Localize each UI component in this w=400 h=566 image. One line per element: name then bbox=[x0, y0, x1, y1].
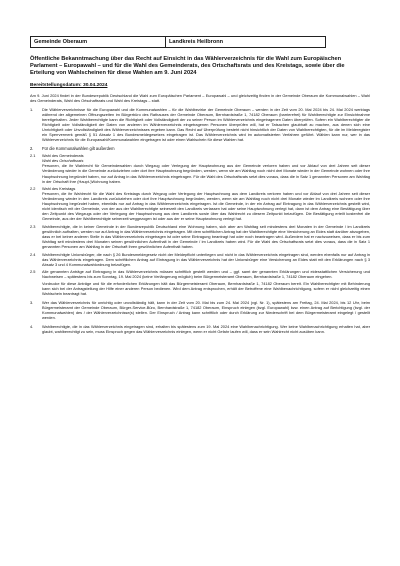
subsection-text: Personen, die ihr Wahlrecht für Gemeindewahlen durch Wegzug oder Verlegung der Hauptwohnung aus der Gemeinde verloren haben und vor Ablauf von drei Jahren seit dieser Veränderung wieder in die Gemeinde zurückziehen oder dort ihre Hauptwohnung begründen, werden, wenn sie am Wahltag noch nicht drei Monate wieder in der Gemeinde wohnen oder ihre Hauptwohnung begründet haben, nur auf Antrag in das Wählerverzeichnis eingetragen. Für die Wahl des Ortschaftsrats setzt dies voraus, dass die in Satz 1 genannten Personen am Wahltag in der Ortschaft ihre (Haupt-)Wohnung haben. bbox=[42, 163, 371, 184]
municipality-cell: Gemeinde Oberaum bbox=[31, 37, 166, 48]
item-number: 4. bbox=[30, 323, 34, 329]
subsection-text: Wahlberechtigte, die in keiner Gemeinde in der Bundesrepublik Deutschland eine Wohnung haben, sich aber am Wahltag seit mindestens drei Monaten in der Gemeinde / im Landkreis gewöhnlich aufhalten, werden nur auf Antrag in das Wählerverzeichnis eingetragen. Mit dem schriftlichen Antrag hat der Wahlberechtigte eine Versicherung an Eides statt darüber abzugeben, dass er bei keiner anderen Stelle in das Wählerverzeichnis eingetragen ist oder seine Eintragung beantragt hat oder noch beantragen wird. Außerdem hat er nachzuweisen, dass er bis zum Wahltag seit mindestens drei Monaten seinen gewöhnlichen Aufenthalt in der Gemeinde / im Landkreis haben wird. Für die Wahl des Ortschaftsrats setzt dies voraus, dass die in Satz 1 genannten Personen am Wahltag in der Ortschaft ihren gewöhnlichen Aufenthalt haben. bbox=[42, 223, 370, 250]
subsection-title: Wahl des Kreistags bbox=[42, 186, 76, 192]
section-number: 2. bbox=[30, 145, 34, 151]
publication-date-label: Bereitstellungsdatum: 30.04.2024 bbox=[30, 83, 108, 89]
numbered-item-1 bbox=[30, 107, 370, 142]
header-table bbox=[30, 36, 326, 48]
item-number: 1. bbox=[30, 106, 34, 112]
subsection-number: 2.1 bbox=[30, 153, 36, 159]
item-text: Wer das Wählerverzeichnis für unrichtig oder unvollständig hält, kann in der Zeit vom 20. Mai bis zum 24. Mai 2024 (vgl. Nr. 1), spätestens am Freitag, 24. Mai 2024, bis 12 Uhr, beim Bürgermeisteramt der Gemeinde Oberaum, Bürger-Service-Büro, Bernhardstraße 1, 74182 Oberaum, Einspruch einlegen (bzgl. Europawahl) bzw. einen Antrag auf Berichtigung (bzgl. der Kommunalwahlen) des / der Wählerverzeichnisse(s) stellen. Der Einspruch / Antrag kann schriftlich oder durch Erklärung zur Niederschrift bei dem Bürgermeisteramt eingelegt / gestellt werden. bbox=[42, 300, 370, 321]
subsection-number: 2.2 bbox=[30, 186, 36, 192]
numbered-item-3 bbox=[30, 300, 370, 320]
subsection-2-1 bbox=[30, 153, 370, 183]
intro-paragraph: Am 9. Juni 2024 findet in der Bundesrepublik Deutschland die Wahl zum Europäischen Parlament – Europawahl – und gleichzeitig finden in der Gemeinde Oberaum die Kommunalwahlen – Wahl des Gemeinderats, Wahl des Ortschaftsrats und Wahl des Kreistags – statt. bbox=[30, 93, 370, 104]
forms-paragraph: Vordrucke für diese Anträge und für die erforderlichen Erklärungen hält das Bürgermeisteramt Oberaum, Bernhardstraße 1, 74182 Oberaum bereit. Ein Wahlberechtigter mit Behinderung kann sich bei der Antragstellung der Hilfe einer anderen Person bedienen. Wird dem Antrag entsprochen, erhält der Betroffene eine Wahlbenachrichtigung, sofern er nicht gleichzeitig einen Wahlschein beantragt hat. bbox=[42, 281, 370, 297]
document-title: Öffentliche Bekanntmachung über das Recht auf Einsicht in das Wählerverzeichnis für die Wahl zum Europäischen Parlament – Europawahl – und für die Wahl des Gemeinderats, des Ortschaftsrats und des Kreistags, sowie über die Erteilung von Wahlscheinen für diese Wahlen am 9. Juni 2024 bbox=[30, 56, 345, 77]
district-cell: Landkreis Heilbronn bbox=[166, 37, 326, 48]
subsection-2-2 bbox=[30, 186, 370, 221]
subsection-text: Alle genannten Anträge auf Eintragung in das Wählerverzeichnis müssen schriftlich gestellt werden und – ggf. samt der genannten Erklärungen und eidesstattlichen Versicherung und Nachweisen – spätestens bis zum Sonntag, 19. Mai 2024 (keine Verlängerung möglich) beim Bürgermeisteramt Oberaum, Bernhardstraße 1, 74182 Oberaum eingehen. bbox=[42, 269, 370, 280]
subsection-number: 2.5 bbox=[30, 269, 36, 275]
subsection-2-3 bbox=[30, 224, 370, 249]
item-text: Wahlberechtigte, die in das Wählerverzeichnis eingetragen sind, erhalten bis spätestens zum 19. Mai 2024 eine Wahlbenachrichtigung. Wer keine Wahlbenachrichtigung erhalten hat, aber glaubt, wahlberechtigt zu sein, muss Einspruch gegen das Wählerverzeichnis einlegen, wenn er nicht Gefahr laufen will, dass er sein Wahlrecht nicht ausüben kann. bbox=[42, 323, 370, 334]
subsection-number: 2.3 bbox=[30, 223, 36, 229]
subsection-2-4 bbox=[30, 252, 370, 267]
publication-date bbox=[30, 83, 370, 88]
subsection-2-5 bbox=[30, 269, 370, 296]
section-label: Für die Kommunalwahlen gilt außerdem bbox=[42, 145, 115, 151]
subsection-title: Wahl des Gemeinderats bbox=[42, 153, 84, 159]
item-text: Die Wählerverzeichnisse für die Europawahl und die Kommunalwahlen – für die Wahlbezirke der Gemeinde Oberaum – werden in der Zeit vom 20. Mai 2024 bis 24. Mai 2024 werktags während der allgemeinen Öffnungszeiten im Bürgerbüro des Rathauses der Gemeinde Oberaum, Bernhardstraße 1, 74182 Oberaum (barrierefrei) für Wahlberechtigte zur Einsichtnahme bereitgehalten. Jeder Wahlberechtigte kann die Richtigkeit oder Vollständigkeit der zu seiner Person im Wählerverzeichnis eingetragenen Daten überprüfen. Sofern ein Wahlberechtigter die Richtigkeit oder Vollständigkeit der Daten von anderen im Wählerverzeichnis eingetragenen Personen überprüfen will, hat er Tatsachen glaubhaft zu machen, aus denen sich eine Unrichtigkeit oder Unvollständigkeit des Wählerverzeichnisses ergeben kann. Das Recht auf Überprüfung besteht nicht hinsichtlich der Daten von Wahlberechtigten, für die im Melderegister ein Sperrvermerk gemäß § 51 Absatz 1 des Bundesmeldegesetzes eingetragen ist. Das Wählerverzeichnis wird im automatisierten Verfahren geführt. Wählen kann nur, wer in das Wählerverzeichnis für die Europawahl/Kommunalwahlen eingetragen ist oder einen Wahlschein für diese Wahlen hat. bbox=[42, 106, 370, 143]
item-number: 3. bbox=[30, 300, 34, 306]
subsection-lead: Wahl des Ortschaftsrats bbox=[42, 158, 84, 164]
section-2-heading bbox=[30, 146, 370, 151]
subsection-text: Personen, die ihr Wahlrecht für die Wahl des Kreistags durch Wegzug oder Verlegung der Hauptwohnung aus dem Landkreis verloren haben und vor Ablauf von drei Jahren seit dieser Veränderung wieder in den Landkreis zurückziehen oder dort ihre Hauptwohnung begründen, werden, wenn sie am Wahltag noch nicht drei Monate wieder im Landkreis wohnen oder ihre Hauptwohnung begründet haben, ebenfalls nur auf Antrag in das Wählerverzeichnis eingetragen. Ist die Gemeinde, in der ein Antrag auf Eintragung in das Wählerverzeichnis gestellt wird, nicht identisch mit der Gemeinde, von der aus der Wahlberechtigte seinerzeit den Landkreis verlassen hat oder seine Hauptwohnung verlegt hat, dann ist dem Antrag eine Bestätigung über den Zeitpunkt des Wegzugs oder der Verlegung der Hauptwohnung aus dem Landkreis sowie über das Wahlrecht zu diesem Zeitpunkt beizufügen. Die Bestätigung erteilt kostenfrei die Gemeinde, aus der der Wahlberechtigte seinerzeit weggezogen ist oder aus der er seine Hauptwohnung verlegt hat. bbox=[42, 191, 370, 222]
subsection-text: Wahlberechtigte Unionsbürger, die nach § 26 Bundesmeldegesetz nicht der Meldepflicht unterliegen und nicht in das Wählerverzeichnis eingetragen sind, werden ebenfalls nur auf Antrag in das Wählerverzeichnis eingetragen. Dem schriftlichen Antrag auf Eintragung in das Wählerverzeichnis hat der Unionsbürger eine Versicherung an Eides statt mit den Erklärungen nach § 3 Absatz 3 und 4 Kommunalwahlordnung beizufügen. bbox=[42, 251, 370, 267]
numbered-item-4 bbox=[30, 324, 370, 334]
subsection-number: 2.4 bbox=[30, 251, 36, 257]
header-row bbox=[31, 37, 326, 48]
